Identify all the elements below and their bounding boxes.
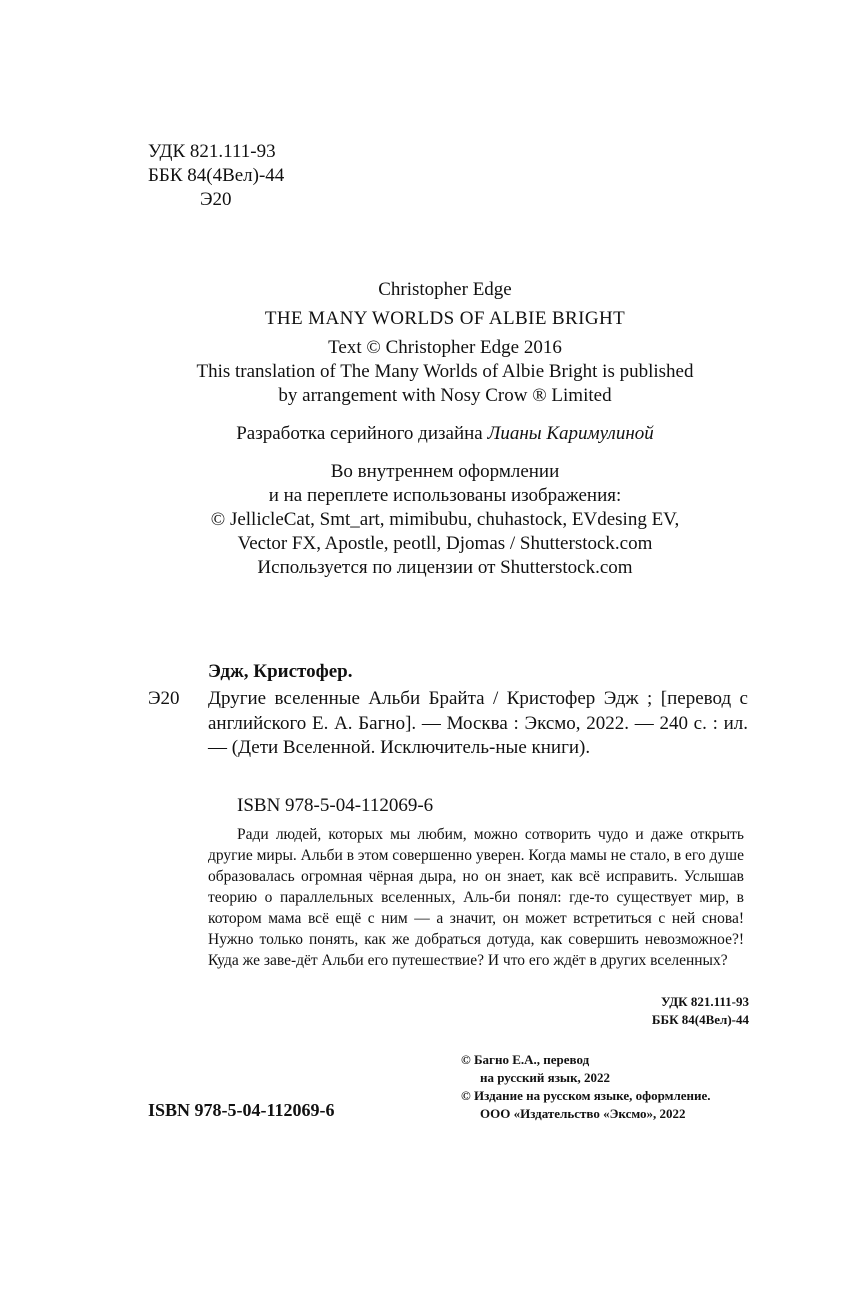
author-mark: Э20 xyxy=(200,189,232,210)
catalog-entry: Другие вселенные Альби Брайта / Кристофер Эдж ; [перевод с английского Е. А. Багно]. — Москва : Эксмо, 2022. — 240 с. : ил. — (Дети Вселенной. Исключитель-ные книги). xyxy=(208,688,748,758)
design-prefix: Разработка серийного дизайна xyxy=(236,423,488,444)
catalog-code: Э20 xyxy=(148,688,180,709)
annotation: Ради людей, которых мы любим, можно сотворить чудо и даже открыть другие миры. Альби в этом совершенно уверен. Когда мамы не стало, в его душе образовалась огромная чёрная дыра, но он знает, как всё исправить. Услышав теорию о параллельных вселенных, Аль-би понял: где-то существует мир, в котором мама всё ещё с ним — а значит, он может встретиться с ней снова! Нужно только понять, как же добраться дотуда, как совершить невозможное?! Куда же заве-дёт Альби его путешествие? И что его ждёт в других вселенных? xyxy=(208,826,744,969)
udk-code: УДК 821.111-93 xyxy=(148,141,276,162)
classification-block xyxy=(148,140,284,212)
credits-block xyxy=(100,278,790,580)
original-title: THE MANY WORLDS OF ALBIE BRIGHT xyxy=(264,308,626,329)
copyright-block xyxy=(461,1051,711,1123)
images-note-2: и на переплете использованы изображения: xyxy=(268,485,622,506)
catalog-isbn: ISBN 978-5-04-112069-6 xyxy=(237,795,434,816)
translation-note-1: This translation of The Many Worlds of Albie Bright is published xyxy=(196,361,694,382)
catalog-author: Эдж, Кристофер. xyxy=(208,661,353,682)
design-credit xyxy=(100,422,790,446)
annotation-bbk: ББК 84(4Вел)-44 xyxy=(651,1012,749,1027)
images-note-3: © JellicleCat, Smt_art, mimibubu, chuhastock, EVdesing EV, xyxy=(210,509,680,530)
translation-copyright: © Багно Е.А., перевод xyxy=(461,1052,590,1067)
images-note-1: Во внутреннем оформлении xyxy=(330,461,560,482)
translation-copyright-cont: на русский язык, 2022 xyxy=(480,1070,611,1085)
annotation-udk: УДК 821.111-93 xyxy=(661,994,749,1009)
bbk-code: ББК 84(4Вел)-44 xyxy=(148,165,285,186)
designer-name: Лианы Каримулиной xyxy=(487,423,654,444)
footer-isbn: ISBN 978-5-04-112069-6 xyxy=(148,1100,335,1120)
edition-copyright-cont: ООО «Издательство «Эксмо», 2022 xyxy=(480,1106,686,1121)
images-note-4: Vector FX, Apostle, peotll, Djomas / Shutterstock.com xyxy=(237,533,653,554)
edition-copyright: © Издание на русском языке, оформление. xyxy=(461,1088,711,1103)
images-note-5: Используется по лицензии от Shutterstock.com xyxy=(257,557,633,578)
text-copyright: Text © Christopher Edge 2016 xyxy=(328,337,562,358)
original-author: Christopher Edge xyxy=(378,279,512,300)
annotation-codes xyxy=(652,993,749,1029)
translation-note-2: by arrangement with Nosy Crow ® Limited xyxy=(278,385,612,406)
